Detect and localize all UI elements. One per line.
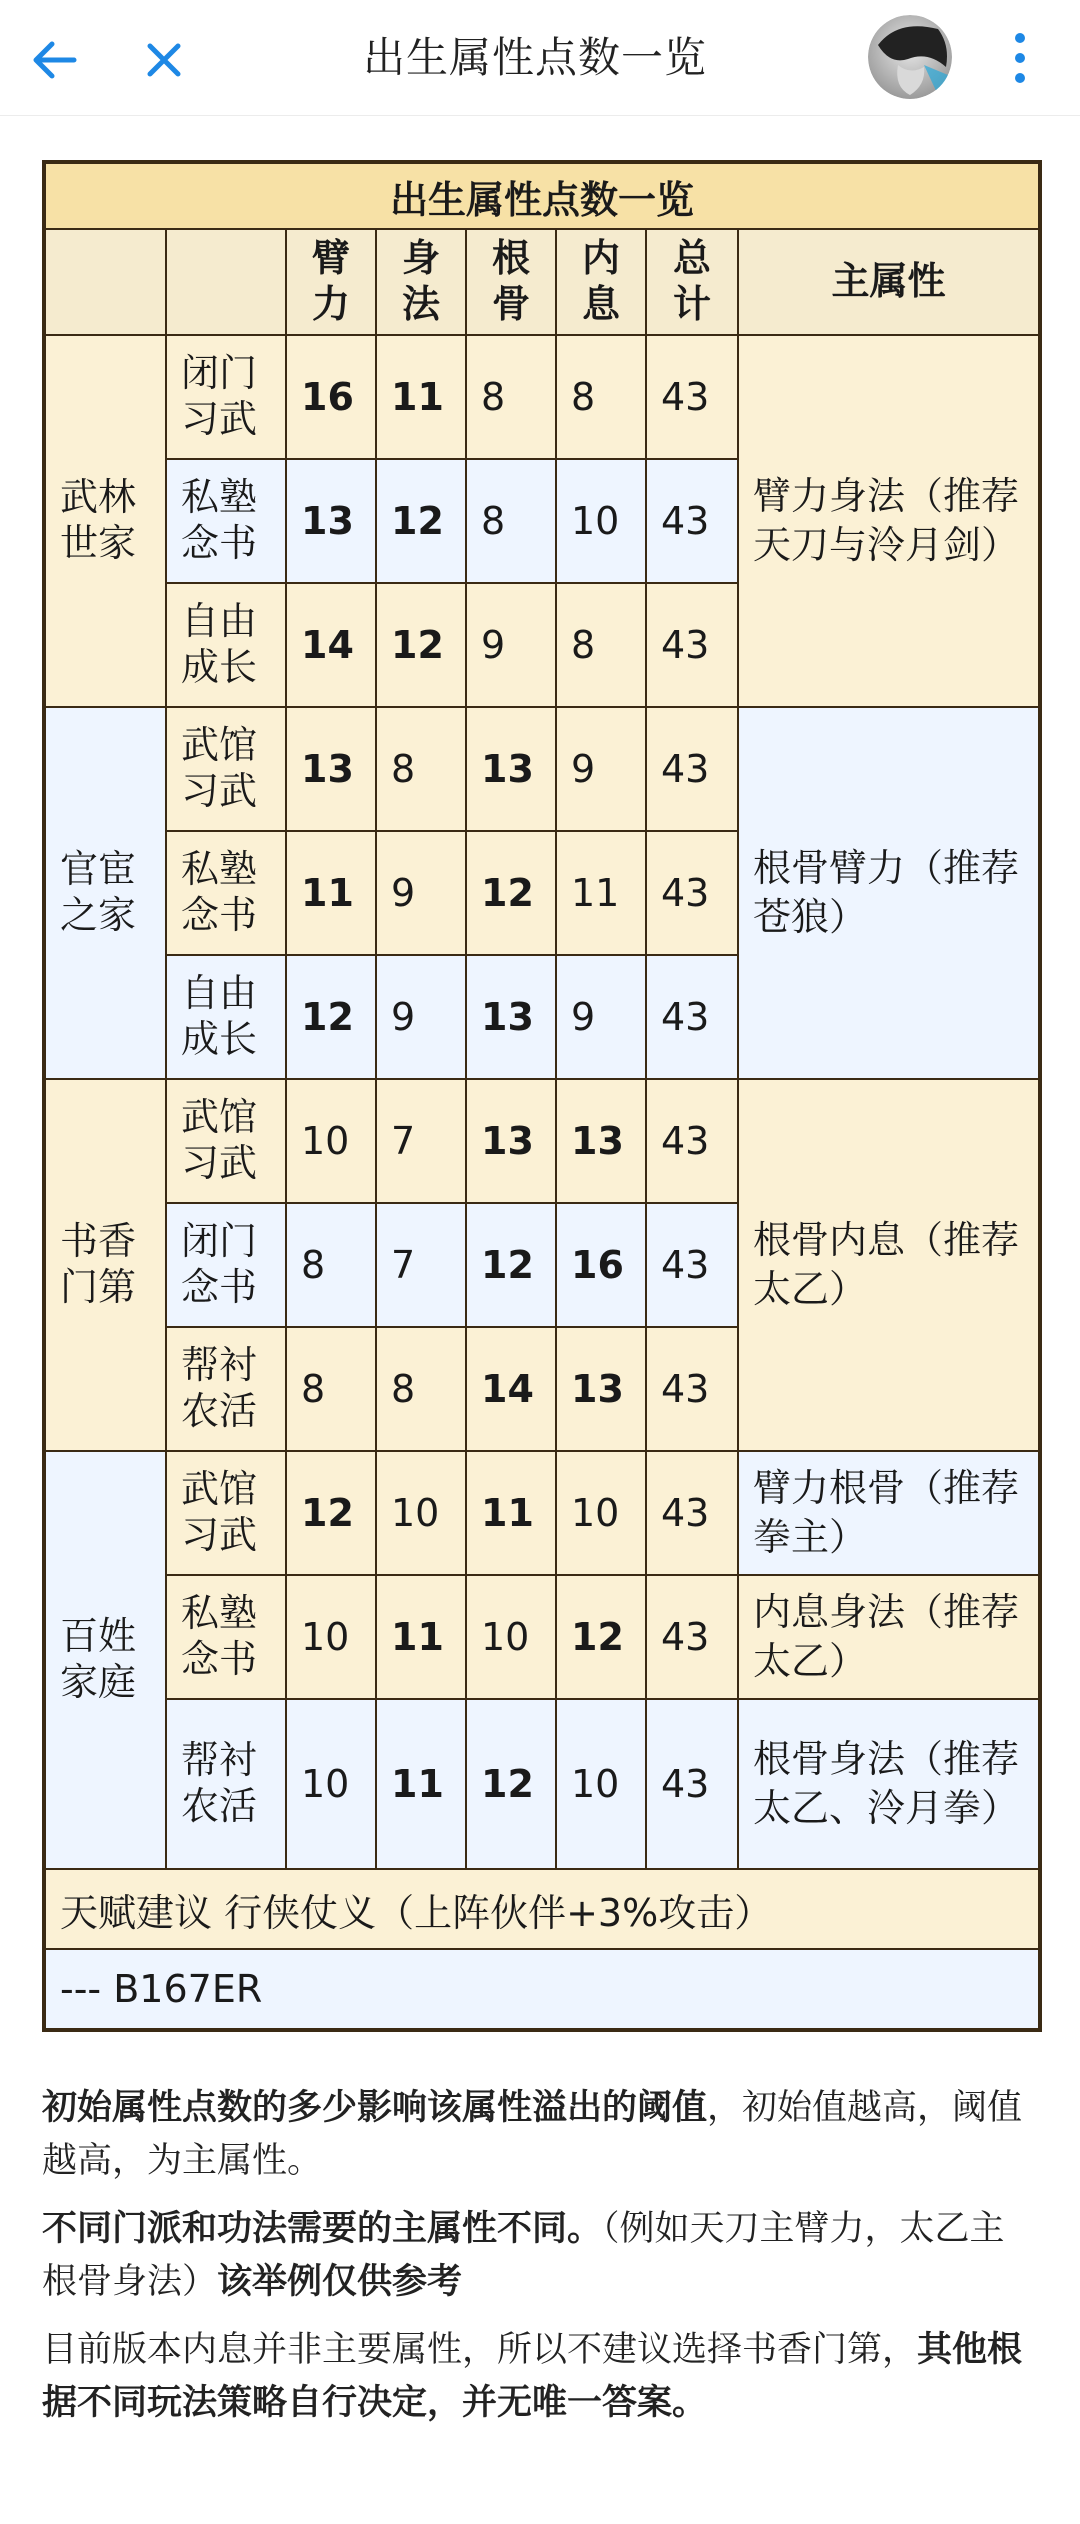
note-text: 目前版本内息并非主要属性，所以不建议选择书香门第， — [42, 2330, 918, 2370]
group-name: 书香门第 — [44, 1079, 166, 1451]
row-label: 私塾念书 — [166, 1575, 286, 1699]
main-attribute: 臂力根骨（推荐拳主） — [738, 1451, 1040, 1575]
value-cell: 11 — [376, 1699, 466, 1869]
value-cell: 16 — [286, 335, 376, 459]
value-cell: 13 — [466, 955, 556, 1079]
top-bar — [0, 0, 1080, 116]
value-cell: 14 — [286, 583, 376, 707]
note-paragraph — [42, 2203, 1038, 2308]
value-cell: 8 — [556, 335, 646, 459]
table-row — [44, 707, 1040, 831]
total-cell: 43 — [646, 1451, 738, 1575]
note-bold: 其他根据不同玩法策略自行决定，并无唯一答案。 — [42, 2330, 1023, 2423]
value-cell: 13 — [286, 707, 376, 831]
value-cell: 9 — [556, 955, 646, 1079]
table-row — [44, 1699, 1040, 1869]
value-cell: 9 — [556, 707, 646, 831]
value-cell: 16 — [556, 1203, 646, 1327]
main-attribute: 根骨臂力（推荐苍狼） — [738, 707, 1040, 1079]
note-paragraph — [42, 2082, 1038, 2187]
value-cell: 9 — [376, 955, 466, 1079]
value-cell: 12 — [466, 1699, 556, 1869]
value-cell: 12 — [376, 583, 466, 707]
value-cell: 9 — [376, 831, 466, 955]
value-cell: 8 — [556, 583, 646, 707]
table-row — [44, 1575, 1040, 1699]
main-attribute: 臂力身法（推荐天刀与泠月剑） — [738, 335, 1040, 707]
notes-section — [42, 2082, 1038, 2445]
value-cell: 7 — [376, 1079, 466, 1203]
avatar[interactable] — [868, 15, 952, 99]
value-cell: 11 — [376, 1575, 466, 1699]
row-label: 帮衬农活 — [166, 1699, 286, 1869]
total-cell: 43 — [646, 707, 738, 831]
value-cell: 11 — [376, 335, 466, 459]
value-cell: 10 — [286, 1079, 376, 1203]
main-attribute: 根骨内息（推荐太乙） — [738, 1079, 1040, 1451]
total-cell: 43 — [646, 1327, 738, 1451]
note-bold: 该举例仅供参考 — [217, 2261, 463, 2302]
header-cell: 内息 — [556, 229, 646, 335]
value-cell: 12 — [466, 831, 556, 955]
value-cell: 8 — [376, 1327, 466, 1451]
value-cell: 11 — [286, 831, 376, 955]
close-button[interactable] — [134, 30, 194, 90]
header-cell: 臂力 — [286, 229, 376, 335]
note-paragraph — [42, 2324, 1038, 2429]
value-cell: 12 — [376, 459, 466, 583]
total-cell: 43 — [646, 1575, 738, 1699]
main-attribute: 内息身法（推荐太乙） — [738, 1575, 1040, 1699]
total-cell: 43 — [646, 955, 738, 1079]
value-cell: 9 — [466, 583, 556, 707]
value-cell: 12 — [556, 1575, 646, 1699]
more-vertical-icon — [1014, 32, 1026, 84]
more-button[interactable] — [1000, 28, 1040, 88]
row-label: 私塾念书 — [166, 831, 286, 955]
value-cell: 14 — [466, 1327, 556, 1451]
value-cell: 13 — [556, 1327, 646, 1451]
back-arrow-icon — [30, 38, 78, 82]
total-cell: 43 — [646, 459, 738, 583]
group-name: 百姓家庭 — [44, 1451, 166, 1869]
value-cell: 7 — [376, 1203, 466, 1327]
value-cell: 10 — [556, 459, 646, 583]
value-cell: 13 — [556, 1079, 646, 1203]
header-empty — [44, 229, 166, 335]
value-cell: 8 — [286, 1203, 376, 1327]
header-empty — [166, 229, 286, 335]
note-text: ，初始值越高，阈值越高，为主属性。 — [42, 2088, 1023, 2181]
table-row — [44, 1079, 1040, 1203]
row-label: 武馆习武 — [166, 1451, 286, 1575]
row-label: 私塾念书 — [166, 459, 286, 583]
value-cell: 8 — [286, 1327, 376, 1451]
value-cell: 13 — [466, 707, 556, 831]
value-cell: 10 — [286, 1699, 376, 1869]
row-label: 闭门习武 — [166, 335, 286, 459]
total-cell: 43 — [646, 583, 738, 707]
row-label: 武馆习武 — [166, 1079, 286, 1203]
value-cell: 10 — [286, 1575, 376, 1699]
value-cell: 13 — [466, 1079, 556, 1203]
back-button[interactable] — [24, 30, 84, 90]
header-cell: 根骨 — [466, 229, 556, 335]
value-cell: 11 — [556, 831, 646, 955]
value-cell: 12 — [466, 1203, 556, 1327]
talent-suggestion: 天赋建议 行侠仗义（上阵伙伴+3%攻击） — [44, 1869, 1040, 1949]
row-label: 武馆习武 — [166, 707, 286, 831]
row-label: 自由成长 — [166, 955, 286, 1079]
value-cell: 8 — [376, 707, 466, 831]
close-icon — [144, 40, 184, 80]
main-attribute: 根骨身法（推荐太乙、泠月拳） — [738, 1699, 1040, 1869]
attribute-table — [42, 160, 1042, 2032]
value-cell: 10 — [466, 1575, 556, 1699]
credit-line: --- B167ER — [44, 1949, 1040, 2030]
total-cell: 43 — [646, 1079, 738, 1203]
total-cell: 43 — [646, 335, 738, 459]
value-cell: 10 — [556, 1451, 646, 1575]
row-label: 自由成长 — [166, 583, 286, 707]
group-name: 武林世家 — [44, 335, 166, 707]
page-title: 出生属性点数一览 — [362, 33, 707, 82]
total-cell: 43 — [646, 831, 738, 955]
total-cell: 43 — [646, 1699, 738, 1869]
value-cell: 10 — [556, 1699, 646, 1869]
value-cell: 10 — [376, 1451, 466, 1575]
row-label: 闭门念书 — [166, 1203, 286, 1327]
group-name: 官宦之家 — [44, 707, 166, 1079]
note-bold: 不同门派和功法需要的主属性不同。 — [42, 2209, 603, 2249]
value-cell: 8 — [466, 459, 556, 583]
table-caption: 出生属性点数一览 — [44, 162, 1040, 229]
value-cell: 11 — [466, 1451, 556, 1575]
table-row — [44, 335, 1040, 459]
note-text: （例如天刀主臂力，太乙主根骨身法） — [42, 2209, 1005, 2302]
value-cell: 13 — [286, 459, 376, 583]
attribute-table-container — [42, 160, 1038, 2032]
note-bold: 初始属性点数的多少影响该属性溢出的阈值 — [42, 2088, 708, 2128]
header-cell: 主属性 — [738, 229, 1040, 335]
table-row — [44, 1451, 1040, 1575]
row-label: 帮衬农活 — [166, 1327, 286, 1451]
avatar-image — [868, 15, 952, 99]
value-cell: 12 — [286, 955, 376, 1079]
value-cell: 12 — [286, 1451, 376, 1575]
total-cell: 43 — [646, 1203, 738, 1327]
header-cell: 总计 — [646, 229, 738, 335]
value-cell: 8 — [466, 335, 556, 459]
header-cell: 身法 — [376, 229, 466, 335]
